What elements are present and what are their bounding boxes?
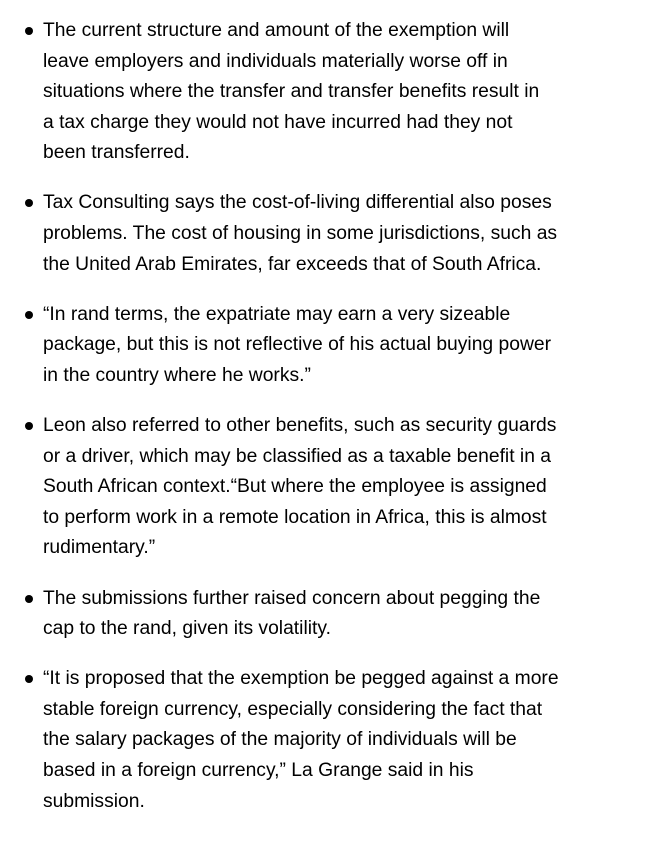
paragraph-line: Leon also referred to other benefits, such as security guards: [43, 415, 557, 437]
paragraph-line: “In rand terms, the expatriate may earn a very sizeable: [43, 303, 511, 325]
paragraph-line: package, but this is not reflective of his actual buying power: [43, 334, 552, 356]
paragraph-line: South African context.“But where the employee is assigned: [43, 476, 547, 498]
paragraph-line: The current structure and amount of the exemption will: [43, 20, 510, 41]
paragraph-line: leave employers and individuals materially worse off in: [43, 50, 508, 72]
list-item: [0, 188, 649, 280]
paragraph-line: or a driver, which may be classified as a taxable benefit in a: [43, 445, 552, 467]
bullet-icon: [25, 595, 33, 603]
list-item: [0, 300, 649, 392]
paragraph-line: The submissions further raised concern about pegging the: [43, 587, 541, 609]
bullet-icon: [25, 675, 33, 683]
bullet-icon: [25, 27, 33, 35]
paragraph-line: situations where the transfer and transfer benefits result in: [43, 81, 540, 103]
bullet-icon: [25, 199, 33, 207]
paragraph-line: stable foreign currency, especially considering the fact that: [43, 698, 543, 720]
paragraph-line: submission.: [43, 790, 145, 812]
bullet-icon: [25, 422, 33, 430]
paragraph-line: a tax charge they would not have incurred had they not: [43, 111, 513, 133]
paragraph-line: cap to the rand, given its volatility.: [43, 618, 331, 640]
paragraph-line: rudimentary.”: [43, 537, 156, 559]
paragraph-line: the United Arab Emirates, far exceeds that of South Africa.: [43, 253, 542, 275]
list-item: [0, 664, 649, 817]
paragraph-line: the salary packages of the majority of individuals will be: [43, 729, 517, 751]
paragraph-line: been transferred.: [43, 142, 190, 164]
list-item: [0, 16, 649, 169]
paragraph-line: Tax Consulting says the cost-of-living differential also poses: [43, 192, 552, 214]
bullet-list: [0, 16, 649, 837]
list-item: [0, 411, 649, 564]
bullet-icon: [25, 311, 33, 319]
paragraph-line: problems. The cost of housing in some jurisdictions, such as: [43, 223, 558, 245]
paragraph-line: to perform work in a remote location in Africa, this is almost: [43, 506, 547, 528]
list-item: [0, 584, 649, 645]
paragraph-line: in the country where he works.”: [43, 364, 311, 386]
paragraph-line: “It is proposed that the exemption be pegged against a more: [43, 668, 559, 690]
paragraph-line: based in a foreign currency,” La Grange said in his: [43, 759, 474, 781]
